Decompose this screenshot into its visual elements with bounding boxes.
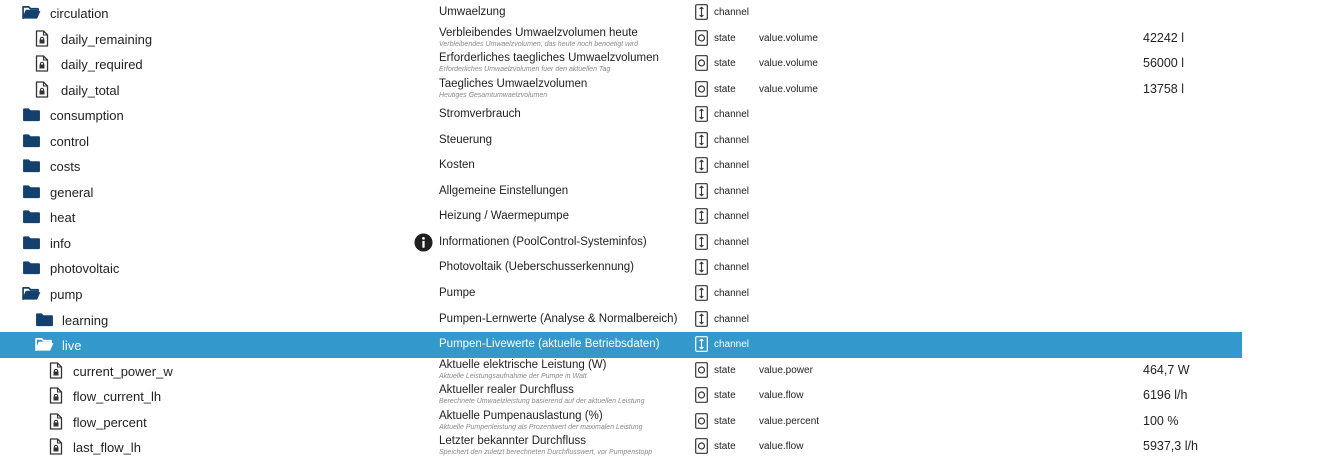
description-subtitle: Aktuelle Pumpenleistung als Prozentwert der maximalen Leistung — [439, 423, 643, 431]
tree-row-learning[interactable] — [0, 307, 1242, 333]
tree-row-current-power-w[interactable] — [0, 358, 1242, 384]
description-title: Stromverbrauch — [439, 108, 521, 121]
state-file-icon — [35, 81, 49, 98]
description-title: Aktuelle Pumpenauslastung (%) — [439, 409, 603, 422]
object-type: channel — [714, 160, 750, 172]
folder-open-icon — [22, 5, 41, 20]
object-description — [439, 108, 521, 121]
state-type-icon — [695, 413, 708, 429]
object-name: pump — [50, 287, 83, 303]
state-file-icon — [49, 387, 63, 404]
folder-icon — [22, 209, 41, 224]
object-description — [439, 410, 643, 432]
channel-type-icon — [695, 311, 708, 327]
object-type: state — [714, 32, 736, 44]
tree-row-last-flow-lh[interactable] — [0, 434, 1242, 460]
state-file-icon — [49, 413, 63, 430]
object-role: value.flow — [759, 441, 804, 453]
object-type: channel — [714, 262, 750, 274]
channel-type-icon — [695, 4, 708, 20]
tree-row-costs[interactable] — [0, 153, 1242, 179]
channel-type-icon — [695, 106, 708, 122]
object-role: value.volume — [759, 32, 818, 44]
state-type-icon — [695, 81, 708, 97]
tree-row-general[interactable] — [0, 179, 1242, 205]
channel-type-icon — [695, 132, 708, 148]
object-description — [439, 185, 568, 198]
tree-row-circulation[interactable] — [0, 0, 1242, 26]
description-title: Photovoltaik (Ueberschusserkennung) — [439, 261, 634, 274]
object-name: heat — [50, 210, 76, 226]
object-role: value.volume — [759, 83, 818, 95]
object-type: channel — [714, 7, 750, 18]
object-description — [439, 6, 505, 19]
object-type: state — [714, 441, 736, 453]
object-name: photovoltaic — [50, 261, 120, 277]
object-type: channel — [714, 185, 750, 197]
tree-row-pump[interactable] — [0, 281, 1242, 307]
object-type: channel — [714, 339, 750, 351]
tree-row-daily-remaining[interactable] — [0, 26, 1242, 52]
channel-type-icon — [695, 285, 708, 301]
channel-type-icon — [695, 336, 708, 352]
object-name: control — [50, 133, 90, 149]
channel-type-icon — [695, 234, 708, 250]
object-description — [439, 435, 652, 457]
object-name: daily_total — [61, 82, 120, 98]
state-type-icon — [695, 387, 708, 403]
description-subtitle: Verbleibendes Umwaelzvolumen, das heute noch benoetigt wird — [439, 40, 638, 48]
description-title: Aktuelle elektrische Leistung (W) — [439, 358, 607, 371]
description-subtitle: Berechnete Umwaelzleistung basierend auf der aktuellen Leistung — [439, 398, 645, 406]
object-name: last_flow_lh — [73, 440, 141, 456]
tree-row-control[interactable] — [0, 128, 1242, 154]
object-type: channel — [714, 134, 750, 146]
object-name: live — [62, 338, 82, 354]
object-description — [439, 210, 569, 223]
object-type: state — [714, 58, 736, 70]
object-name: daily_remaining — [61, 31, 153, 47]
object-name: learning — [62, 312, 109, 328]
object-description — [439, 384, 644, 406]
description-title: Pumpe — [439, 287, 476, 300]
tree-row-info[interactable] — [0, 230, 1242, 256]
object-role: value.power — [759, 364, 813, 376]
tree-row-consumption[interactable] — [0, 102, 1242, 128]
object-value[interactable]: 42242 l — [1143, 30, 1185, 45]
description-title: Heizung / Waermepumpe — [439, 210, 569, 223]
state-type-icon — [695, 55, 708, 71]
description-title: Pumpen-Lernwerte (Analyse & Normalbereich) — [439, 312, 678, 325]
object-name: daily_required — [61, 57, 143, 73]
description-subtitle: Heutiges Gesamtumwaelzvolumen — [439, 91, 548, 99]
object-name: consumption — [50, 108, 124, 124]
object-value[interactable]: 56000 l — [1143, 56, 1185, 71]
tree-row-flow-current-lh[interactable] — [0, 383, 1242, 409]
description-title: Verbleibendes Umwaelzvolumen heute — [439, 26, 638, 39]
object-name: costs — [50, 159, 81, 175]
folder-open-icon — [22, 286, 41, 301]
tree-row-daily-required[interactable] — [0, 51, 1242, 77]
folder-icon — [22, 184, 41, 199]
folder-icon — [35, 312, 54, 327]
object-type: state — [714, 83, 736, 95]
description-title: Kosten — [439, 159, 475, 172]
object-description — [439, 236, 647, 249]
object-type: channel — [714, 288, 750, 300]
description-title: Taegliches Umwaelzvolumen — [439, 77, 588, 90]
object-description — [439, 261, 634, 274]
info-icon[interactable] — [414, 233, 433, 252]
object-name: flow_current_lh — [73, 389, 162, 405]
state-file-icon — [49, 362, 63, 379]
tree-row-live[interactable] — [0, 332, 1242, 358]
description-title: Allgemeine Einstellungen — [439, 184, 569, 197]
description-title: Erforderliches taegliches Umwaelzvolumen — [439, 52, 659, 65]
tree-row-flow-percent[interactable] — [0, 409, 1242, 435]
tree-row-photovoltaic[interactable] — [0, 255, 1242, 281]
object-description — [439, 134, 492, 147]
object-description — [439, 78, 587, 100]
channel-type-icon — [695, 208, 708, 224]
state-file-icon — [49, 438, 63, 455]
object-description — [439, 359, 606, 381]
tree-row-daily-total[interactable] — [0, 77, 1242, 103]
object-description — [439, 287, 475, 300]
object-name: flow_percent — [73, 414, 147, 430]
state-file-icon — [35, 30, 49, 47]
object-value[interactable]: 13758 l — [1143, 81, 1185, 96]
object-type: channel — [714, 313, 750, 325]
channel-type-icon — [695, 259, 708, 275]
description-subtitle: Speichert den zuletzt berechneten Durchflusswert, vor Pumpenstopp — [439, 449, 653, 457]
folder-icon — [22, 133, 41, 148]
object-name: circulation — [50, 6, 109, 21]
object-role: value.flow — [759, 390, 804, 402]
object-type: state — [714, 415, 736, 427]
description-title: Steuerung — [439, 133, 493, 146]
folder-open-icon — [35, 337, 54, 352]
object-description — [439, 159, 475, 172]
object-type: channel — [714, 236, 750, 248]
folder-icon — [22, 107, 41, 122]
state-type-icon — [695, 362, 708, 378]
object-description — [439, 27, 638, 49]
tree-row-heat[interactable] — [0, 204, 1242, 230]
state-type-icon — [695, 30, 708, 46]
description-title: Umwaelzung — [439, 6, 506, 18]
object-description — [439, 52, 659, 74]
channel-type-icon — [695, 157, 708, 173]
folder-icon — [22, 158, 41, 173]
description-title: Aktueller realer Durchfluss — [439, 384, 574, 397]
object-value[interactable]: 464,7 W — [1143, 362, 1190, 377]
object-type: channel — [714, 211, 750, 223]
description-subtitle: Aktuelle Leistungsaufnahme der Pumpe in Watt — [439, 372, 587, 380]
object-description — [439, 313, 677, 326]
object-role: value.volume — [759, 58, 818, 70]
description-subtitle: Erforderliches Umwaelzvolumen fuer den aktuellen Tag — [439, 66, 611, 74]
object-value[interactable]: 6196 l/h — [1143, 388, 1188, 403]
description-title: Letzter bekannter Durchfluss — [439, 435, 587, 448]
object-type: state — [714, 364, 736, 376]
object-name: current_power_w — [73, 363, 173, 379]
description-title: Informationen (PoolControl-Systeminfos) — [439, 235, 647, 248]
object-value[interactable]: 5937,3 l/h — [1143, 439, 1198, 454]
description-title: Pumpen-Livewerte (aktuelle Betriebsdaten) — [439, 338, 660, 351]
folder-icon — [22, 235, 41, 250]
channel-type-icon — [695, 183, 708, 199]
state-type-icon — [695, 438, 708, 454]
object-name: general — [50, 184, 94, 200]
object-role: value.percent — [759, 415, 820, 427]
object-name: info — [50, 235, 71, 251]
state-file-icon — [35, 55, 49, 72]
object-value[interactable]: 100 % — [1143, 413, 1179, 428]
object-type: state — [714, 390, 736, 402]
object-type: channel — [714, 109, 750, 121]
folder-icon — [22, 260, 41, 275]
object-description — [439, 338, 660, 351]
